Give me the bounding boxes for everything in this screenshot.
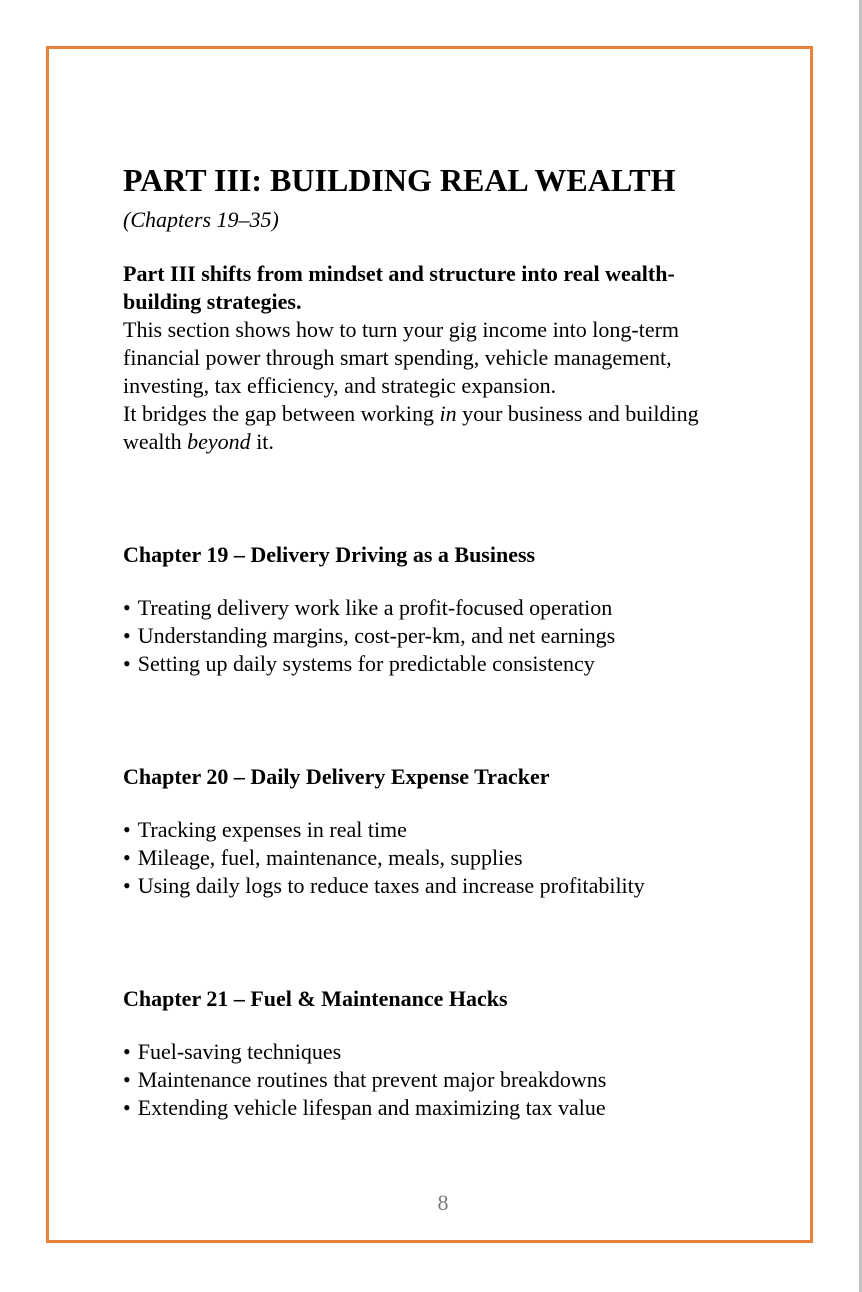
chapter-list xyxy=(123,541,645,1207)
part-title: PART III: BUILDING REAL WEALTH xyxy=(123,162,676,199)
bullet-text: Setting up daily systems for predictable consistency xyxy=(137,651,595,676)
chapter-section xyxy=(123,541,645,763)
chapter-heading: Chapter 20 – Daily Delivery Expense Tracker xyxy=(123,764,550,789)
bullet-text: Mileage, fuel, maintenance, meals, supplies xyxy=(137,845,523,870)
intro-line: wealth beyond it. xyxy=(123,429,274,454)
chapter-bullet-list xyxy=(123,594,645,678)
bullet-marker: • xyxy=(123,595,131,620)
bullet-item xyxy=(123,650,645,678)
bullet-item xyxy=(123,1066,645,1094)
bullet-marker: • xyxy=(123,817,131,842)
bullet-item xyxy=(123,594,645,622)
bullet-marker: • xyxy=(123,623,131,648)
bullet-text: Using daily logs to reduce taxes and increase profitability xyxy=(137,873,645,898)
chapter-bullet-list xyxy=(123,816,645,900)
page-number: 8 xyxy=(437,1190,449,1215)
bullet-text: Fuel-saving techniques xyxy=(137,1039,342,1064)
intro-line: It bridges the gap between working in your business and building xyxy=(123,401,699,426)
part-intro-paragraphs xyxy=(123,260,699,456)
bullet-item xyxy=(123,622,645,650)
bullet-text: Extending vehicle lifespan and maximizing tax value xyxy=(137,1095,606,1120)
bullet-marker: • xyxy=(123,1039,131,1064)
intro-line: financial power through smart spending, vehicle management, xyxy=(123,345,672,370)
bullet-item xyxy=(123,844,645,872)
chapter-heading: Chapter 19 – Delivery Driving as a Business xyxy=(123,542,536,567)
bullet-text: Understanding margins, cost-per-km, and net earnings xyxy=(137,623,616,648)
bullet-marker: • xyxy=(123,1067,131,1092)
chapter-bullet-list xyxy=(123,1038,645,1122)
chapter-heading: Chapter 21 – Fuel & Maintenance Hacks xyxy=(123,986,508,1011)
bullet-text: Maintenance routines that prevent major breakdowns xyxy=(137,1067,607,1092)
bullet-marker: • xyxy=(123,845,131,870)
chapter-section xyxy=(123,763,645,985)
bullet-text: Treating delivery work like a profit-focused operation xyxy=(137,595,613,620)
chapter-section xyxy=(123,985,645,1207)
intro-line: This section shows how to turn your gig income into long-term xyxy=(123,317,680,342)
bullet-marker: • xyxy=(123,651,131,676)
chapter-range-subtitle: (Chapters 19–35) xyxy=(123,207,279,232)
bullet-text: Tracking expenses in real time xyxy=(137,817,407,842)
bullet-marker: • xyxy=(123,873,131,898)
intro-line: Part III shifts from mindset and structure into real wealth- xyxy=(123,261,675,286)
bullet-item xyxy=(123,816,645,844)
bullet-item xyxy=(123,872,645,900)
bullet-marker: • xyxy=(123,1095,131,1120)
intro-line: investing, tax efficiency, and strategic expansion. xyxy=(123,373,557,398)
bullet-item xyxy=(123,1094,645,1122)
bullet-item xyxy=(123,1038,645,1066)
intro-line: building strategies. xyxy=(123,289,302,314)
